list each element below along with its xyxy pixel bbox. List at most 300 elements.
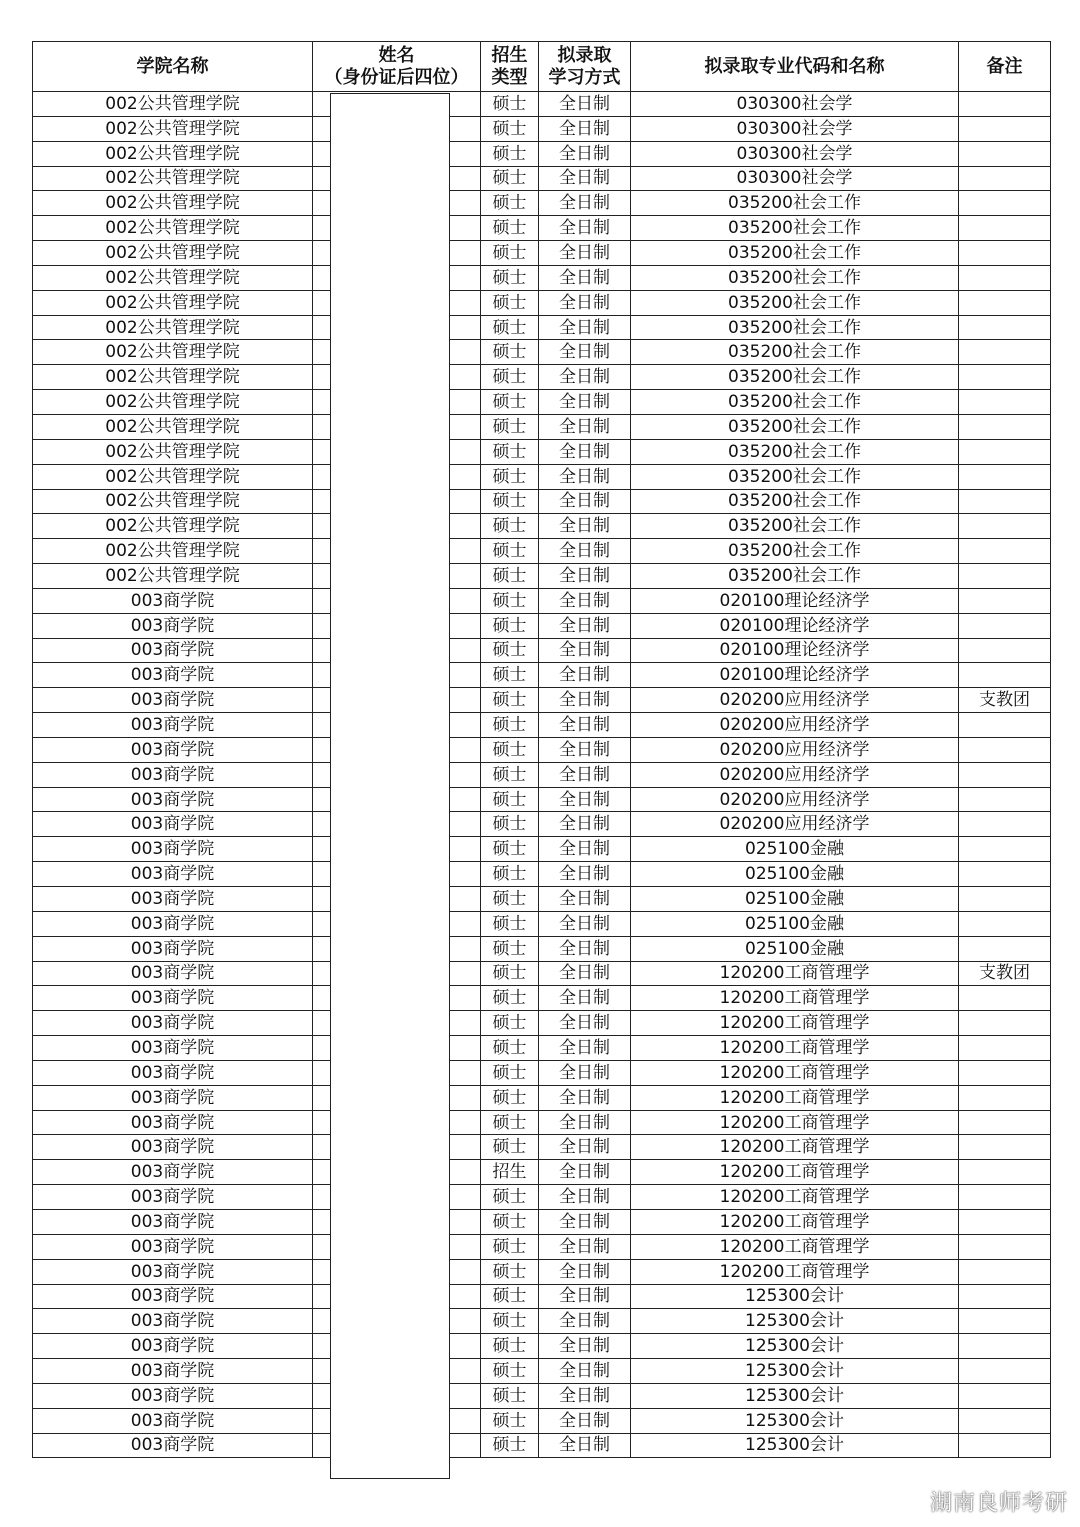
cell-type: 硕士 [481, 688, 539, 713]
cell-college: 002公共管理学院 [33, 564, 313, 589]
cell-college: 003商学院 [33, 713, 313, 738]
cell-college: 003商学院 [33, 1185, 313, 1210]
table-row [33, 1209, 1051, 1234]
cell-note [959, 340, 1051, 365]
cell-note [959, 1160, 1051, 1185]
cell-college: 003商学院 [33, 986, 313, 1011]
cell-mode: 全日制 [539, 514, 631, 539]
cell-college: 003商学院 [33, 812, 313, 837]
cell-major: 120200工商管理学 [631, 1234, 959, 1259]
cell-major: 120200工商管理学 [631, 1259, 959, 1284]
cell-mode: 全日制 [539, 862, 631, 887]
cell-mode: 全日制 [539, 390, 631, 415]
cell-mode: 全日制 [539, 241, 631, 266]
cell-note [959, 564, 1051, 589]
cell-major: 030300社会学 [631, 166, 959, 191]
cell-mode: 全日制 [539, 1110, 631, 1135]
cell-type: 硕士 [481, 787, 539, 812]
cell-note [959, 365, 1051, 390]
table-row [33, 265, 1051, 290]
table-row [33, 961, 1051, 986]
cell-college: 003商学院 [33, 887, 313, 912]
cell-note [959, 1209, 1051, 1234]
cell-type: 硕士 [481, 1383, 539, 1408]
cell-note [959, 1284, 1051, 1309]
cell-major: 025100金融 [631, 862, 959, 887]
cell-note [959, 315, 1051, 340]
cell-note [959, 613, 1051, 638]
cell-note [959, 191, 1051, 216]
cell-type: 硕士 [481, 340, 539, 365]
cell-note: 支教团 [959, 688, 1051, 713]
cell-mode: 全日制 [539, 166, 631, 191]
cell-type: 硕士 [481, 1284, 539, 1309]
cell-mode: 全日制 [539, 1433, 631, 1458]
cell-note [959, 837, 1051, 862]
cell-major: 035200社会工作 [631, 539, 959, 564]
cell-college: 002公共管理学院 [33, 216, 313, 241]
cell-mode: 全日制 [539, 961, 631, 986]
table-row [33, 887, 1051, 912]
cell-college: 002公共管理学院 [33, 390, 313, 415]
cell-type: 硕士 [481, 812, 539, 837]
cell-note [959, 539, 1051, 564]
cell-type: 硕士 [481, 564, 539, 589]
cell-major: 025100金融 [631, 936, 959, 961]
cell-college: 003商学院 [33, 1160, 313, 1185]
table-row [33, 688, 1051, 713]
table-row [33, 1011, 1051, 1036]
cell-major: 020100理论经济学 [631, 663, 959, 688]
cell-college: 002公共管理学院 [33, 464, 313, 489]
cell-college: 003商学院 [33, 588, 313, 613]
cell-college: 003商学院 [33, 638, 313, 663]
cell-college: 003商学院 [33, 1209, 313, 1234]
cell-mode: 全日制 [539, 564, 631, 589]
cell-mode: 全日制 [539, 464, 631, 489]
cell-type: 硕士 [481, 986, 539, 1011]
cell-note [959, 92, 1051, 117]
table-row [33, 1135, 1051, 1160]
cell-mode: 全日制 [539, 1209, 631, 1234]
name-redaction-mask [330, 93, 450, 1479]
cell-major: 035200社会工作 [631, 464, 959, 489]
cell-type: 硕士 [481, 911, 539, 936]
cell-major: 020200应用经济学 [631, 713, 959, 738]
cell-note [959, 265, 1051, 290]
cell-mode: 全日制 [539, 340, 631, 365]
cell-mode: 全日制 [539, 489, 631, 514]
cell-type: 硕士 [481, 464, 539, 489]
cell-type: 硕士 [481, 713, 539, 738]
cell-note [959, 862, 1051, 887]
table-row [33, 1408, 1051, 1433]
cell-type: 硕士 [481, 1185, 539, 1210]
cell-mode: 全日制 [539, 1234, 631, 1259]
cell-type: 招生 [481, 1160, 539, 1185]
header-mode: 拟录取 学习方式 [539, 42, 631, 92]
table-row [33, 141, 1051, 166]
cell-note [959, 116, 1051, 141]
cell-note [959, 1185, 1051, 1210]
cell-major: 035200社会工作 [631, 216, 959, 241]
cell-note [959, 1383, 1051, 1408]
cell-mode: 全日制 [539, 265, 631, 290]
table-body [33, 92, 1051, 1458]
cell-college: 003商学院 [33, 1036, 313, 1061]
cell-type: 硕士 [481, 390, 539, 415]
header-note: 备注 [959, 42, 1051, 92]
table-row [33, 514, 1051, 539]
cell-note [959, 1408, 1051, 1433]
cell-mode: 全日制 [539, 812, 631, 837]
cell-type: 硕士 [481, 92, 539, 117]
cell-type: 硕士 [481, 837, 539, 862]
cell-major: 035200社会工作 [631, 414, 959, 439]
cell-type: 硕士 [481, 862, 539, 887]
cell-major: 035200社会工作 [631, 390, 959, 415]
cell-note [959, 216, 1051, 241]
cell-type: 硕士 [481, 1408, 539, 1433]
cell-major: 020200应用经济学 [631, 762, 959, 787]
table-row [33, 241, 1051, 266]
table-row [33, 862, 1051, 887]
cell-major: 120200工商管理学 [631, 1135, 959, 1160]
cell-college: 002公共管理学院 [33, 290, 313, 315]
cell-type: 硕士 [481, 265, 539, 290]
cell-note [959, 787, 1051, 812]
cell-mode: 全日制 [539, 1011, 631, 1036]
cell-type: 硕士 [481, 439, 539, 464]
cell-note [959, 911, 1051, 936]
cell-note [959, 663, 1051, 688]
cell-major: 020100理论经济学 [631, 613, 959, 638]
cell-major: 120200工商管理学 [631, 1110, 959, 1135]
cell-note [959, 1259, 1051, 1284]
cell-major: 025100金融 [631, 837, 959, 862]
cell-mode: 全日制 [539, 887, 631, 912]
table-row [33, 539, 1051, 564]
header-type: 招生 类型 [481, 42, 539, 92]
cell-type: 硕士 [481, 1060, 539, 1085]
cell-college: 003商学院 [33, 1284, 313, 1309]
cell-note [959, 390, 1051, 415]
cell-type: 硕士 [481, 290, 539, 315]
table-row [33, 911, 1051, 936]
cell-type: 硕士 [481, 514, 539, 539]
cell-major: 030300社会学 [631, 141, 959, 166]
cell-type: 硕士 [481, 1433, 539, 1458]
cell-major: 120200工商管理学 [631, 1085, 959, 1110]
cell-note [959, 1433, 1051, 1458]
cell-major: 020200应用经济学 [631, 737, 959, 762]
cell-major: 125300会计 [631, 1359, 959, 1384]
table-row [33, 191, 1051, 216]
cell-type: 硕士 [481, 936, 539, 961]
table-row [33, 1383, 1051, 1408]
table-row [33, 812, 1051, 837]
cell-note [959, 414, 1051, 439]
cell-note [959, 514, 1051, 539]
table-row [33, 762, 1051, 787]
cell-mode: 全日制 [539, 638, 631, 663]
cell-college: 003商学院 [33, 936, 313, 961]
cell-type: 硕士 [481, 365, 539, 390]
cell-note [959, 737, 1051, 762]
cell-college: 003商学院 [33, 762, 313, 787]
cell-note [959, 464, 1051, 489]
cell-college: 002公共管理学院 [33, 340, 313, 365]
cell-college: 003商学院 [33, 787, 313, 812]
table-row [33, 613, 1051, 638]
cell-college: 003商学院 [33, 737, 313, 762]
table-row [33, 1359, 1051, 1384]
cell-college: 002公共管理学院 [33, 141, 313, 166]
cell-major: 120200工商管理学 [631, 1209, 959, 1234]
cell-mode: 全日制 [539, 439, 631, 464]
cell-college: 002公共管理学院 [33, 92, 313, 117]
cell-major: 020200应用经济学 [631, 787, 959, 812]
table-row [33, 414, 1051, 439]
cell-mode: 全日制 [539, 315, 631, 340]
cell-mode: 全日制 [539, 1383, 631, 1408]
cell-note [959, 1135, 1051, 1160]
cell-major: 125300会计 [631, 1408, 959, 1433]
cell-type: 硕士 [481, 1085, 539, 1110]
cell-mode: 全日制 [539, 936, 631, 961]
cell-major: 120200工商管理学 [631, 1011, 959, 1036]
cell-college: 002公共管理学院 [33, 241, 313, 266]
cell-type: 硕士 [481, 638, 539, 663]
table-row [33, 1060, 1051, 1085]
table-row [33, 1160, 1051, 1185]
cell-mode: 全日制 [539, 216, 631, 241]
cell-major: 035200社会工作 [631, 290, 959, 315]
cell-type: 硕士 [481, 613, 539, 638]
table-row [33, 489, 1051, 514]
cell-note [959, 1234, 1051, 1259]
table-row [33, 1185, 1051, 1210]
cell-college: 003商学院 [33, 1060, 313, 1085]
cell-note [959, 241, 1051, 266]
cell-type: 硕士 [481, 663, 539, 688]
cell-type: 硕士 [481, 166, 539, 191]
cell-major: 025100金融 [631, 911, 959, 936]
table-row [33, 92, 1051, 117]
cell-type: 硕士 [481, 1334, 539, 1359]
table-row [33, 439, 1051, 464]
table-row [33, 588, 1051, 613]
cell-note [959, 1011, 1051, 1036]
cell-college: 002公共管理学院 [33, 265, 313, 290]
table-row [33, 1259, 1051, 1284]
table-row [33, 315, 1051, 340]
cell-mode: 全日制 [539, 1036, 631, 1061]
cell-college: 003商学院 [33, 1309, 313, 1334]
cell-note [959, 936, 1051, 961]
cell-college: 002公共管理学院 [33, 489, 313, 514]
watermark: 湖南良师考研 [929, 1491, 1068, 1516]
cell-mode: 全日制 [539, 1135, 631, 1160]
cell-college: 002公共管理学院 [33, 414, 313, 439]
cell-mode: 全日制 [539, 539, 631, 564]
cell-college: 003商学院 [33, 1433, 313, 1458]
cell-type: 硕士 [481, 1110, 539, 1135]
cell-note [959, 1060, 1051, 1085]
cell-college: 003商学院 [33, 1408, 313, 1433]
cell-type: 硕士 [481, 315, 539, 340]
cell-major: 125300会计 [631, 1309, 959, 1334]
cell-type: 硕士 [481, 737, 539, 762]
cell-mode: 全日制 [539, 737, 631, 762]
table-row [33, 166, 1051, 191]
cell-type: 硕士 [481, 588, 539, 613]
cell-college: 003商学院 [33, 1359, 313, 1384]
cell-note [959, 1085, 1051, 1110]
cell-college: 003商学院 [33, 837, 313, 862]
cell-note [959, 1309, 1051, 1334]
cell-type: 硕士 [481, 489, 539, 514]
table-row [33, 1085, 1051, 1110]
cell-college: 003商学院 [33, 663, 313, 688]
cell-mode: 全日制 [539, 1334, 631, 1359]
cell-type: 硕士 [481, 141, 539, 166]
cell-college: 003商学院 [33, 688, 313, 713]
table-row [33, 1334, 1051, 1359]
cell-mode: 全日制 [539, 1284, 631, 1309]
table-row [33, 787, 1051, 812]
cell-mode: 全日制 [539, 141, 631, 166]
cell-mode: 全日制 [539, 116, 631, 141]
cell-type: 硕士 [481, 1309, 539, 1334]
cell-note [959, 638, 1051, 663]
cell-college: 002公共管理学院 [33, 365, 313, 390]
cell-major: 125300会计 [631, 1433, 959, 1458]
cell-note [959, 588, 1051, 613]
table-row [33, 737, 1051, 762]
cell-mode: 全日制 [539, 1259, 631, 1284]
cell-type: 硕士 [481, 961, 539, 986]
cell-major: 035200社会工作 [631, 241, 959, 266]
cell-major: 035200社会工作 [631, 489, 959, 514]
cell-major: 120200工商管理学 [631, 961, 959, 986]
cell-major: 125300会计 [631, 1334, 959, 1359]
table-row [33, 713, 1051, 738]
cell-college: 003商学院 [33, 1234, 313, 1259]
cell-type: 硕士 [481, 1011, 539, 1036]
cell-mode: 全日制 [539, 1085, 631, 1110]
cell-note [959, 1036, 1051, 1061]
header-major: 拟录取专业代码和名称 [631, 42, 959, 92]
cell-note [959, 166, 1051, 191]
cell-mode: 全日制 [539, 986, 631, 1011]
cell-college: 003商学院 [33, 1259, 313, 1284]
table-row [33, 663, 1051, 688]
cell-mode: 全日制 [539, 613, 631, 638]
cell-type: 硕士 [481, 887, 539, 912]
cell-note [959, 1359, 1051, 1384]
cell-mode: 全日制 [539, 713, 631, 738]
cell-college: 003商学院 [33, 1383, 313, 1408]
cell-type: 硕士 [481, 539, 539, 564]
cell-mode: 全日制 [539, 1408, 631, 1433]
cell-type: 硕士 [481, 241, 539, 266]
cell-college: 003商学院 [33, 911, 313, 936]
cell-mode: 全日制 [539, 414, 631, 439]
cell-major: 025100金融 [631, 887, 959, 912]
cell-note [959, 489, 1051, 514]
admission-list-sheet [32, 41, 1050, 1458]
cell-major: 020100理论经济学 [631, 638, 959, 663]
cell-type: 硕士 [481, 1259, 539, 1284]
cell-major: 125300会计 [631, 1383, 959, 1408]
cell-major: 035200社会工作 [631, 340, 959, 365]
cell-college: 003商学院 [33, 613, 313, 638]
cell-mode: 全日制 [539, 588, 631, 613]
cell-mode: 全日制 [539, 191, 631, 216]
table-row [33, 638, 1051, 663]
cell-mode: 全日制 [539, 1185, 631, 1210]
cell-mode: 全日制 [539, 787, 631, 812]
admission-table [32, 41, 1051, 1458]
cell-major: 035200社会工作 [631, 514, 959, 539]
cell-major: 035200社会工作 [631, 265, 959, 290]
cell-major: 030300社会学 [631, 92, 959, 117]
table-row [33, 1284, 1051, 1309]
cell-college: 002公共管理学院 [33, 116, 313, 141]
cell-mode: 全日制 [539, 688, 631, 713]
cell-note [959, 290, 1051, 315]
cell-college: 002公共管理学院 [33, 191, 313, 216]
table-row [33, 986, 1051, 1011]
table-row [33, 1309, 1051, 1334]
cell-major: 020200应用经济学 [631, 812, 959, 837]
cell-major: 020200应用经济学 [631, 688, 959, 713]
cell-college: 002公共管理学院 [33, 514, 313, 539]
cell-major: 120200工商管理学 [631, 1185, 959, 1210]
cell-type: 硕士 [481, 1234, 539, 1259]
header-row [33, 42, 1051, 92]
table-row [33, 564, 1051, 589]
cell-type: 硕士 [481, 116, 539, 141]
cell-major: 125300会计 [631, 1284, 959, 1309]
table-row [33, 1036, 1051, 1061]
cell-college: 003商学院 [33, 961, 313, 986]
cell-major: 020100理论经济学 [631, 588, 959, 613]
cell-major: 120200工商管理学 [631, 986, 959, 1011]
cell-college: 003商学院 [33, 1085, 313, 1110]
cell-college: 003商学院 [33, 862, 313, 887]
cell-college: 003商学院 [33, 1110, 313, 1135]
cell-note [959, 1334, 1051, 1359]
cell-major: 035200社会工作 [631, 191, 959, 216]
cell-major: 120200工商管理学 [631, 1036, 959, 1061]
cell-college: 003商学院 [33, 1011, 313, 1036]
cell-mode: 全日制 [539, 1309, 631, 1334]
table-row [33, 390, 1051, 415]
cell-note [959, 812, 1051, 837]
cell-type: 硕士 [481, 1036, 539, 1061]
cell-note [959, 986, 1051, 1011]
cell-major: 035200社会工作 [631, 365, 959, 390]
cell-mode: 全日制 [539, 911, 631, 936]
cell-note [959, 439, 1051, 464]
table-row [33, 116, 1051, 141]
cell-mode: 全日制 [539, 1060, 631, 1085]
cell-major: 035200社会工作 [631, 315, 959, 340]
cell-type: 硕士 [481, 1135, 539, 1160]
cell-mode: 全日制 [539, 1160, 631, 1185]
